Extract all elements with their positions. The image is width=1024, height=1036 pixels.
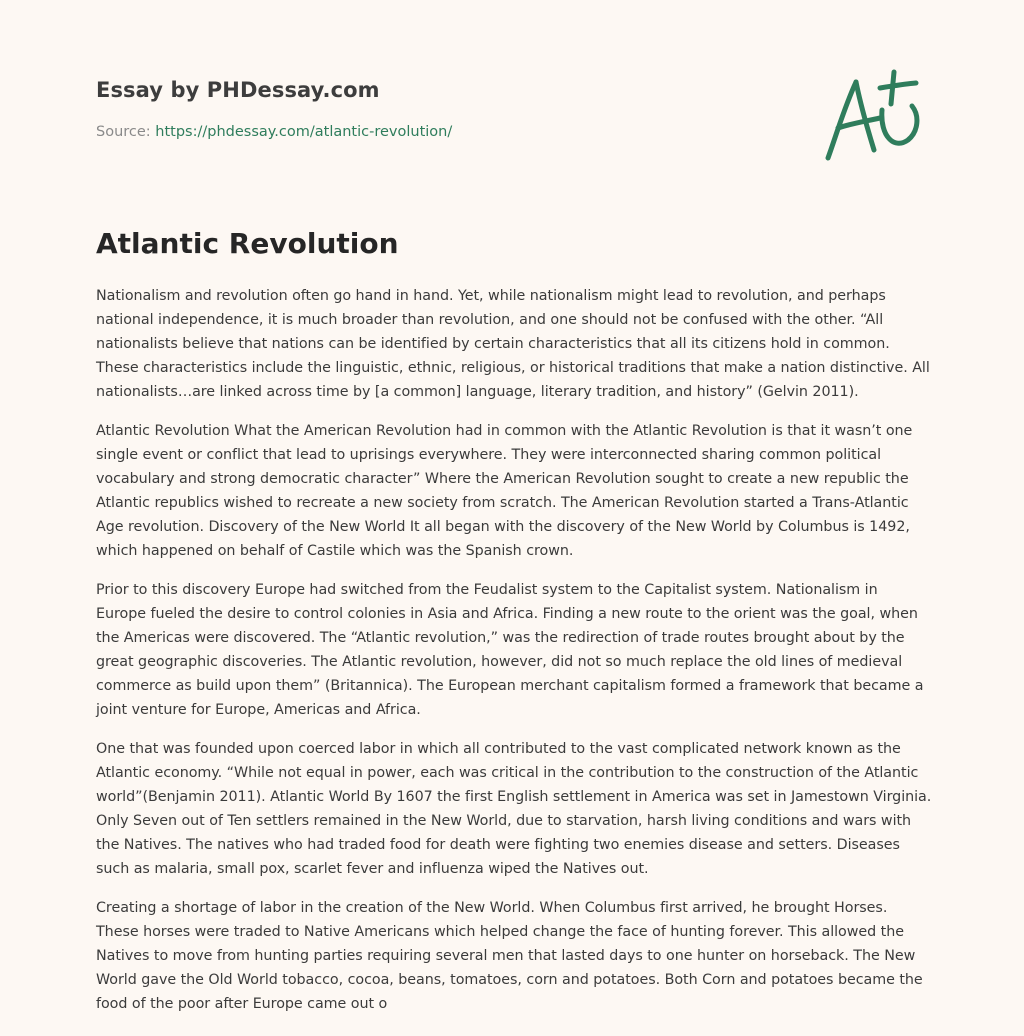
a-plus-grade-icon: [822, 66, 928, 164]
source-link[interactable]: https://phdessay.com/atlantic-revolution/: [155, 124, 453, 140]
article-body: [96, 284, 932, 1031]
site-header: [96, 76, 796, 142]
paragraph: Nationalism and revolution often go hand in hand. Yet, while nationalism might lead to revolution, and perhaps national independence, it is much broader than revolution, and one should not be confused with the other. “All nationalists believe that nations can be identified by certain characteristics that all its citizens hold in common. These characteristics include the linguistic, ethnic, religious, or historical traditions that make a nation distinctive. All nationalists…are linked across time by [a common] language, literary tradition, and history” (Gelvin 2011).: [96, 288, 930, 400]
paragraph: Creating a shortage of labor in the creation of the New World. When Columbus first arrived, he brought Horses. These horses were traded to Native Americans which helped change the face of hunting forever. This allowed the Natives to move from hunting parties requiring several men that lasted days to one hunter on horseback. The New World gave the Old World tobacco, cocoa, beans, tomatoes, corn and potatoes. Both Corn and potatoes became the food of the poor after Europe came out o: [96, 900, 923, 1012]
brand-title: Essay by PHDessay.com: [96, 78, 380, 102]
paragraph: One that was founded upon coerced labor in which all contributed to the vast complicated network known as the Atlantic economy. “While not equal in power, each was critical in the contribution to the construction of the Atlantic world”(Benjamin 2011). Atlantic World By 1607 the first English settlement in America was set in Jamestown Virginia. Only Seven out of Ten settlers remained in the New World, due to starvation, harsh living conditions and wars with the Natives. The natives who had traded food for death were fighting two enemies disease and setters. Diseases such as malaria, small pox, scarlet fever and influenza wiped the Natives out.: [96, 741, 932, 877]
page-title: Atlantic Revolution: [96, 227, 399, 260]
paragraph: Prior to this discovery Europe had switched from the Feudalist system to the Capitalist system. Nationalism in Europe fueled the desire to control colonies in Asia and Africa. Finding a new route to the orient was the goal, when the Americas were discovered. The “Atlantic revolution,” was the redirection of trade routes brought about by the great geographic discoveries. The Atlantic revolution, however, did not so much replace the old lines of medieval commerce as build upon them” (Britannica). The European merchant capitalism formed a framework that became a joint venture for Europe, Americas and Africa.: [96, 582, 924, 718]
source-label: Source:: [96, 124, 156, 140]
source-line: [96, 122, 796, 142]
paragraph: Atlantic Revolution What the American Revolution had in common with the Atlantic Revolution is that it wasn’t one single event or conflict that lead to uprisings everywhere. They were interconnected sharing common political vocabulary and strong democratic character” Where the American Revolution sought to create a new republic the Atlantic republics wished to recreate a new society from scratch. The American Revolution started a Trans-Atlantic Age revolution. Discovery of the New World It all began with the discovery of the New World by Columbus is 1492, which happened on behalf of Castile which was the Spanish crown.: [96, 423, 913, 559]
